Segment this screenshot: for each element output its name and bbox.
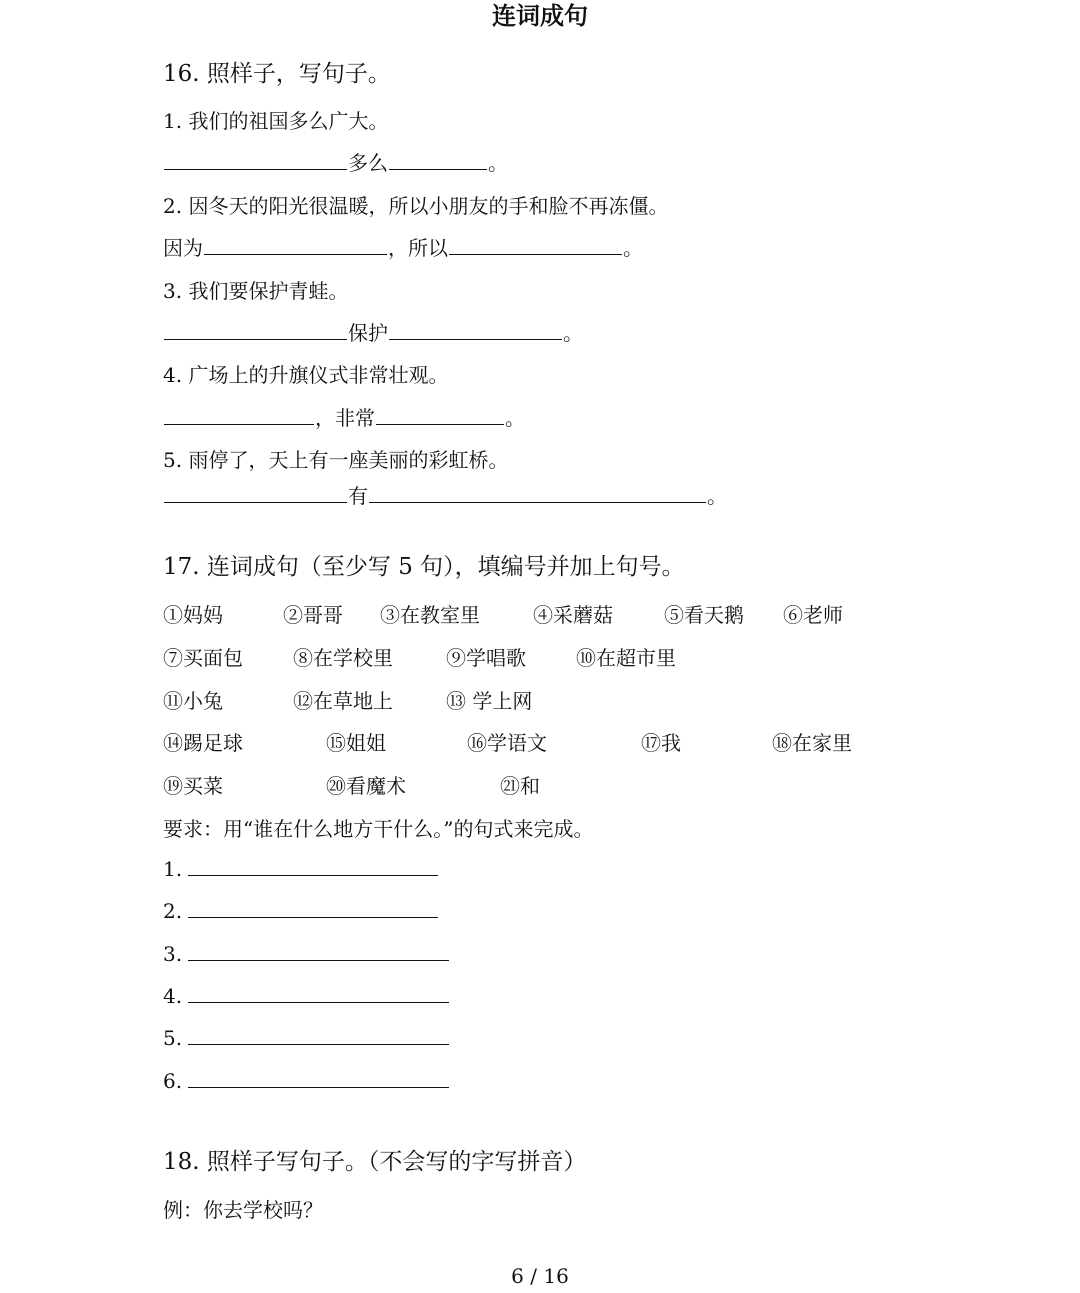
word-chip: ④采蘑菇 (533, 603, 613, 627)
answer-line (163, 1024, 449, 1050)
answer-blank[interactable] (369, 482, 706, 503)
q16-answer-4 (163, 402, 525, 431)
word-chip: ㉑和 (500, 774, 540, 798)
answer-blank[interactable] (449, 234, 622, 255)
q16-answer-5 (163, 480, 727, 509)
word-chip: ⑳看魔术 (326, 774, 406, 798)
period: 。 (563, 321, 583, 345)
line-number: 1. (163, 857, 183, 881)
connector-word: ，非常 (315, 406, 375, 430)
q16-prompt-5: 5. 雨停了，天上有一座美丽的彩虹桥。 (163, 448, 509, 472)
answer-blank[interactable] (389, 149, 487, 170)
word-chip: ⑱在家里 (772, 731, 852, 755)
period: 。 (623, 236, 643, 260)
line-number: 6. (163, 1069, 183, 1093)
word-chip: ⑤看天鹅 (664, 603, 744, 627)
word-chip: ⑮姐姐 (326, 731, 386, 755)
word-chip: ⑧在学校里 (293, 646, 393, 670)
answer-line (163, 897, 438, 923)
answer-blank[interactable] (164, 149, 347, 170)
answer-blank[interactable] (188, 982, 449, 1003)
word-chip: ②哥哥 (283, 603, 343, 627)
line-number: 4. (163, 984, 183, 1008)
answer-line (163, 940, 449, 966)
connector-word: 保护 (348, 321, 388, 345)
connector-word: ，所以 (388, 236, 448, 260)
q17-heading: 17. 连词成句（至少写 5 句），填编号并加上句号。 (163, 554, 685, 580)
q16-prompt-2: 2. 因冬天的阳光很温暖，所以小朋友的手和脸不再冻僵。 (163, 194, 669, 218)
period: 。 (707, 484, 727, 508)
q16-prompt-3: 3. 我们要保护青蛙。 (163, 279, 349, 303)
q17-requirement: 要求：用“谁在什么地方干什么。”的句式来完成。 (163, 817, 594, 841)
answer-blank[interactable] (389, 319, 562, 340)
line-number: 5. (163, 1026, 183, 1050)
answer-line (163, 982, 449, 1008)
q16-answer-3 (163, 317, 583, 346)
word-chip: ③在教室里 (380, 603, 480, 627)
answer-blank[interactable] (188, 897, 438, 918)
word-chip: ⑭踢足球 (163, 731, 243, 755)
q16-prompt-1: 1. 我们的祖国多么广大。 (163, 109, 389, 133)
line-number: 2. (163, 899, 183, 923)
answer-blank[interactable] (188, 1067, 449, 1088)
period: 。 (488, 151, 508, 175)
answer-line (163, 855, 438, 881)
q16-answer-1 (163, 147, 508, 176)
answer-blank[interactable] (188, 855, 438, 876)
word-chip: ⑥老师 (783, 603, 843, 627)
answer-blank[interactable] (188, 940, 449, 961)
connector-word: 有 (348, 484, 368, 508)
page-number: 6 / 16 (511, 1264, 569, 1288)
answer-blank[interactable] (376, 404, 504, 425)
period: 。 (505, 406, 525, 430)
word-chip: ⑫在草地上 (293, 689, 393, 713)
word-chip: ⑬ 学上网 (446, 689, 533, 713)
answer-blank[interactable] (164, 319, 347, 340)
q16-answer-2 (163, 232, 643, 261)
word-chip: ⑰我 (641, 731, 681, 755)
connector-word: 多么 (348, 151, 388, 175)
word-chip: ⑲买菜 (163, 774, 223, 798)
q18-example: 例：你去学校吗？ (163, 1198, 323, 1222)
word-chip: ⑦买面包 (163, 646, 243, 670)
q16-heading: 16. 照样子，写句子。 (163, 61, 391, 87)
answer-line (163, 1067, 449, 1093)
answer-blank[interactable] (188, 1024, 449, 1045)
word-chip: ①妈妈 (163, 603, 223, 627)
word-chip: ⑪小兔 (163, 689, 223, 713)
word-chip: ⑩在超市里 (576, 646, 676, 670)
word-chip: ⑯学语文 (467, 731, 547, 755)
page-title: 连词成句 (492, 2, 588, 30)
answer-blank[interactable] (204, 234, 387, 255)
word-chip: ⑨学唱歌 (446, 646, 526, 670)
answer-blank[interactable] (164, 482, 347, 503)
q18-heading: 18. 照样子写句子。（不会写的字写拼音） (163, 1149, 587, 1175)
answer-blank[interactable] (164, 404, 314, 425)
q16-prompt-4: 4. 广场上的升旗仪式非常壮观。 (163, 363, 449, 387)
line-number: 3. (163, 942, 183, 966)
connector-word: 因为 (163, 236, 203, 260)
